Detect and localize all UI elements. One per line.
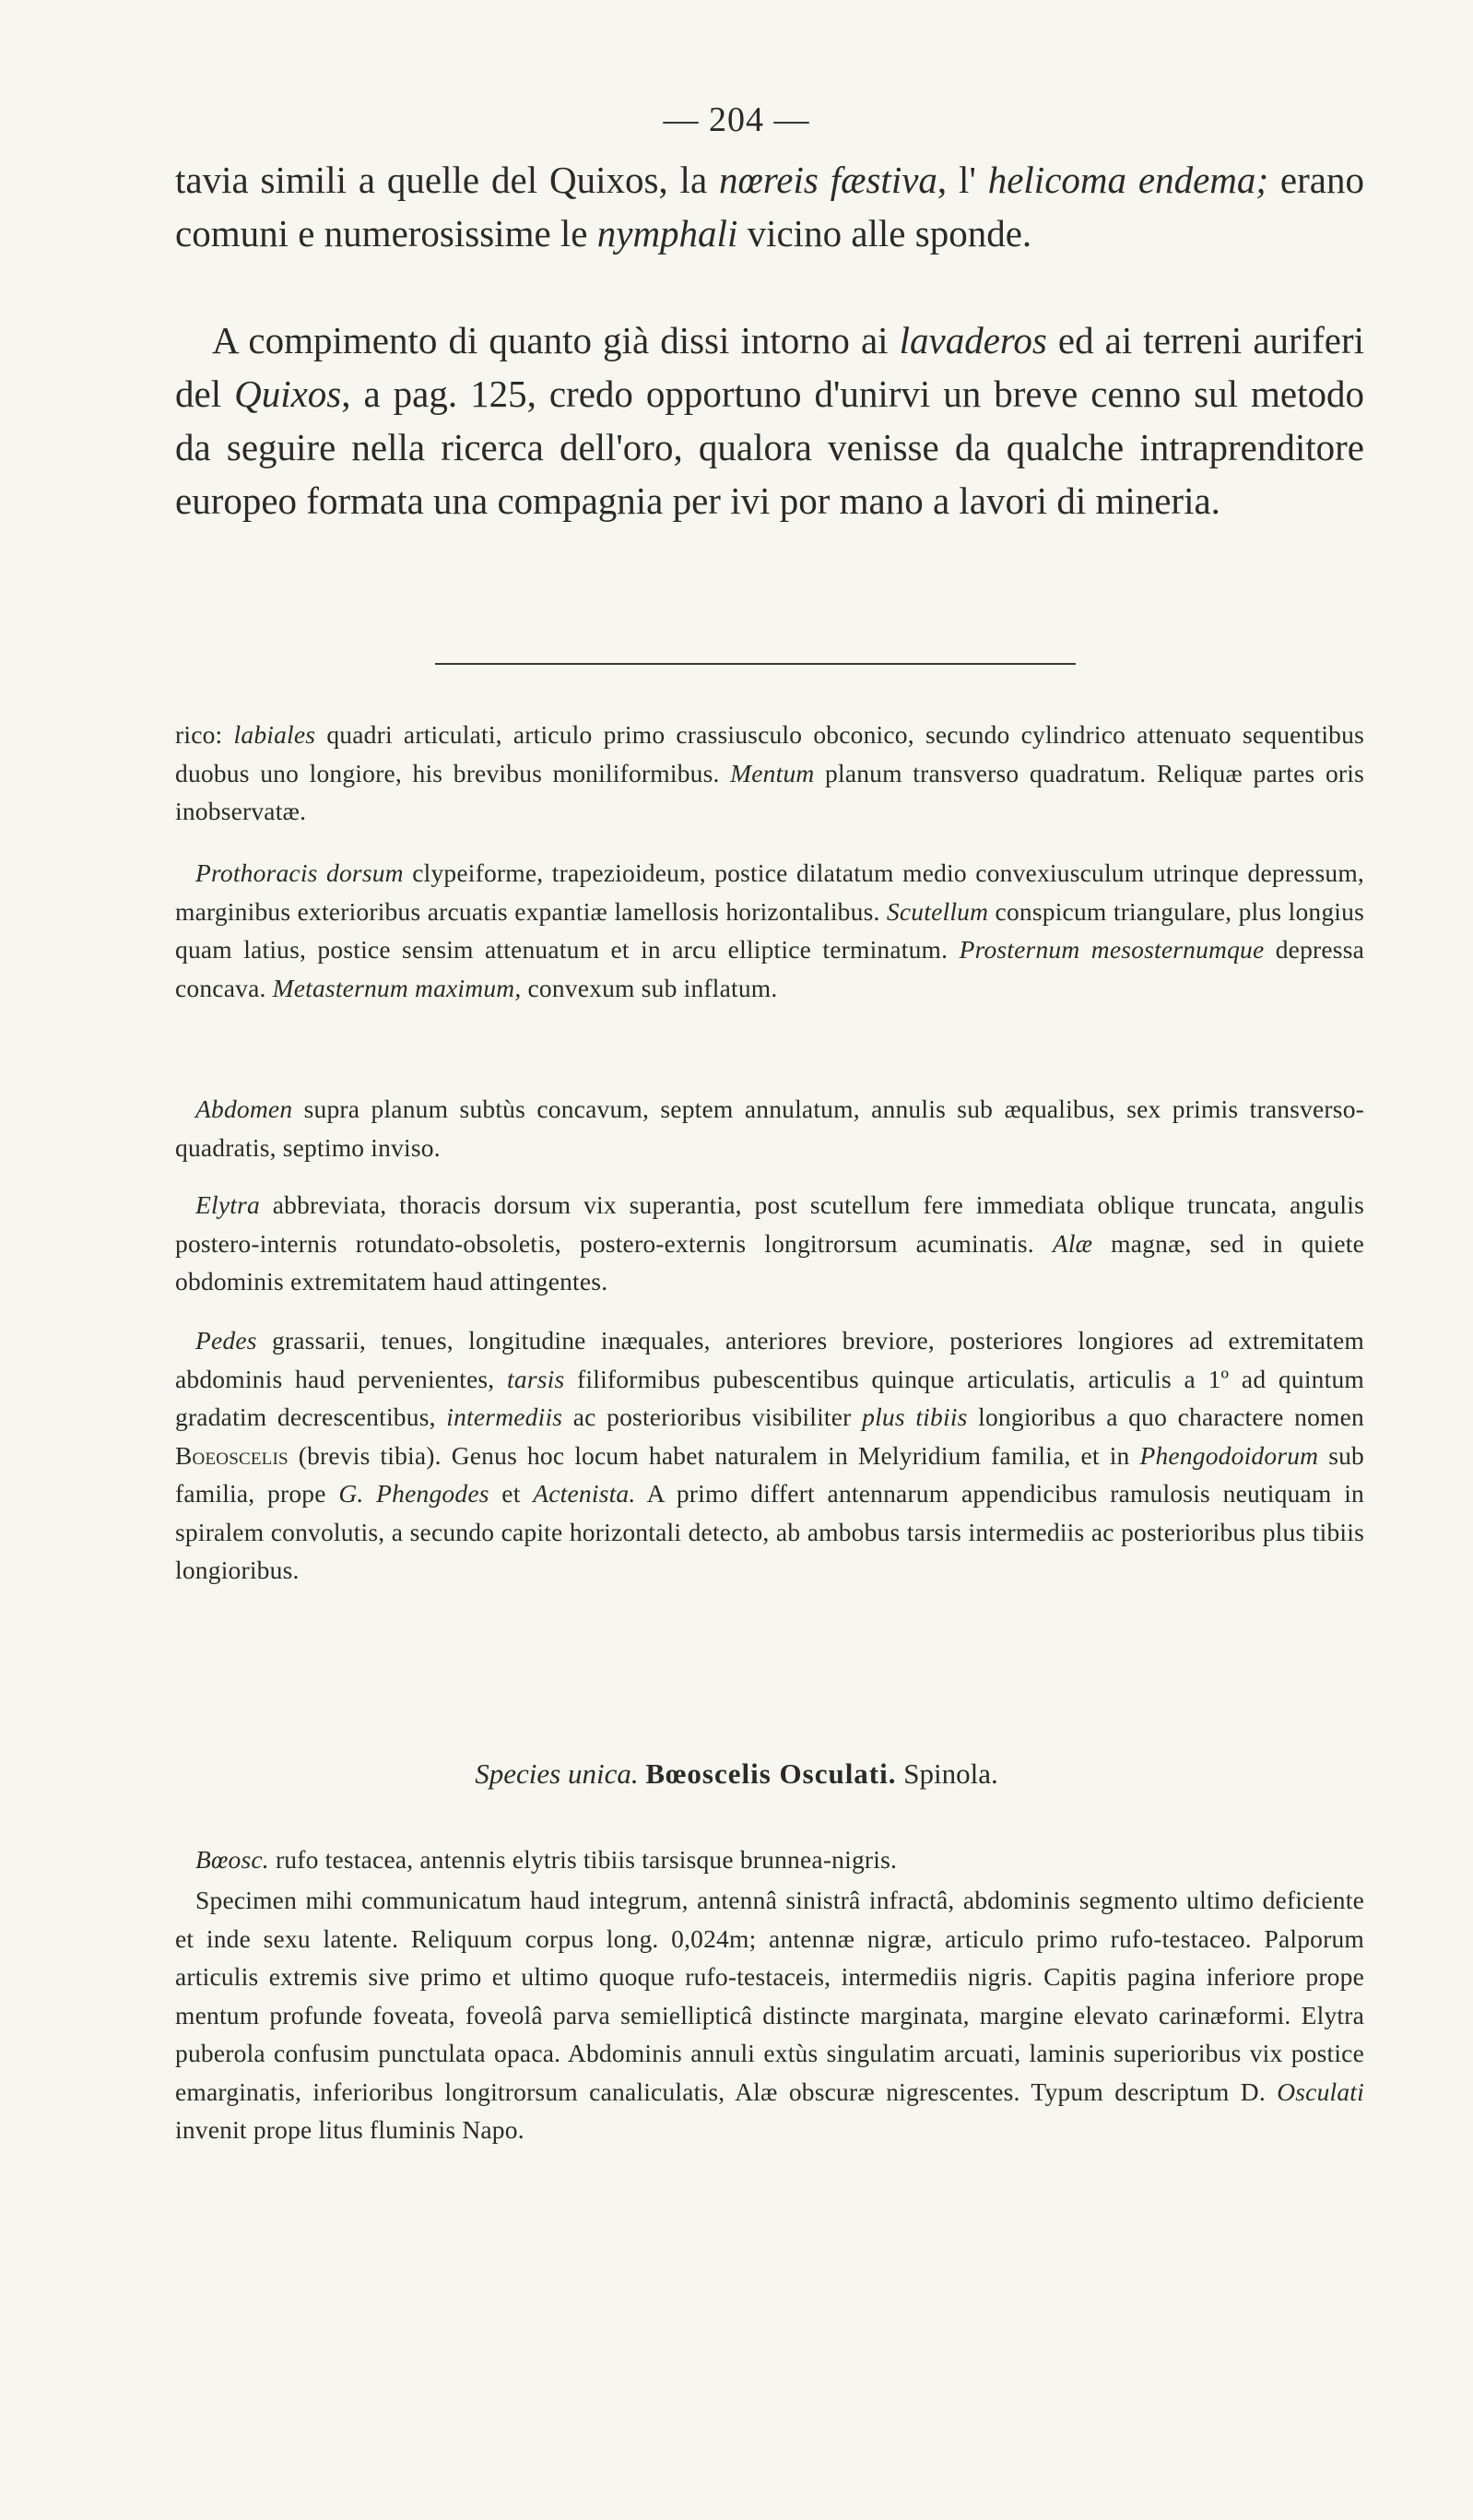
note-paragraph-abdomen: Abdomen supra planum subtùs concavum, septem annulatum, annulis sub æqualibus, sex primis transverso-quadratis, septimo inviso. — [175, 1094, 1364, 1162]
note-paragraph-elytra: Elytra abbreviata, thoracis dorsum vix superantia, post scutellum fere immediata oblique truncata, angulis postero-internis rotundato-obsoletis, postero-externis longitrorsum acuminatis. Alæ magnæ, sed in quiete obdominis extremitatem haud attingentes. — [175, 1190, 1364, 1295]
species-heading — [0, 1757, 1473, 1791]
body-paragraph-1: tavia simili a quelle del Quixos, la nœreis fæstiva, l' helicoma endema; erano comuni e numerosissime le nymphali vicino alle sponde. — [175, 159, 1364, 254]
species-author: Spinola. — [903, 1757, 998, 1790]
note-paragraph-description: Specimen mihi communicatum haud integrum, antennâ sinistrâ infractâ, abdominis segmento ultimo deficiente et inde sexu latente. Reliquum corpus long. 0,024m; antennæ nigræ, articulo primo rufo-testaceo. Palporum articulis extremis sive primo et ultimo quoque rufo-testaceis, intermediis nigris. Capitis pagina inferiore prope mentum profunde foveata, foveolâ parva semiellipticâ distincte marginata, margine elevato carinæformi. Elytra puberola confusim punctulata opaca. Abdominis annuli extùs singulatim arcuati, laminis superioribus vix postice emarginatis, inferioribus longitrorsum canaliculatis, Alæ obscuræ nigrescentes. Typum descriptum D. Osculati invenit prope litus fluminis Napo. — [175, 1886, 1364, 2144]
note-paragraph-prothorax: Prothoracis dorsum clypeiforme, trapezioideum, postice dilatatum medio convexiusculum utrinque depressum, marginibus exterioribus arcuatis expantiæ lamellosis horizontalibus. Scutellum conspicum triangulare, plus longius quam latius, postice sensim attenuatum et in arcu elliptice terminatum. Prosternum mesosternumque depressa concava. Metasternum maximum, convexum sub inflatum. — [175, 858, 1365, 1002]
note-paragraph-diagnosis: Bœosc. rufo testacea, antennis elytris tibiis tarsisque brunnea-nigris. — [195, 1845, 898, 1874]
species-label: Species unica. — [475, 1757, 639, 1790]
page-number: — 204 — — [663, 101, 810, 139]
species-name: Bœoscelis Osculati. — [645, 1757, 897, 1790]
section-divider — [435, 663, 1076, 665]
note-paragraph-labiales: rico: labiales quadri articulati, articulo primo crassiusculo obconico, secundo cylindrico attenuato sequentibus duobus uno longiore, his brevibus moniliformibus. Mentum planum transverso quadratum. Reliquæ partes oris inobservatæ. — [175, 720, 1364, 825]
body-paragraph-2: A compimento di quanto già dissi intorno ai lavaderos ed ai terreni auriferi del Quixos, a pag. 125, credo opportuno d'unirvi un breve cenno sul metodo da seguire nella ricerca dell'oro, qualora venisse da qualche intraprenditore europeo formata una compagnia per ivi por mano a lavori di mineria. — [175, 319, 1364, 522]
note-paragraph-pedes: Pedes grassarii, tenues, longitudine inæquales, anteriores breviore, posteriores longiores ad extremitatem abdominis haud pervenientes, tarsis filiformibus pubescentibus quinque articulatis, articulis a 1º ad quintum gradatim decrescentibus, intermediis ac posterioribus visibiliter plus tibiis longioribus a quo charactere nomen Boeoscelis (brevis tibia). Genus hoc locum habet naturalem in Melyridium familia, et in Phengodoidorum sub familia, prope G. Phengodes et Actenista. A primo differt antennarum appendicibus ramulosis neutiquam in spiralem convolutis, a secundo capite horizontali detecto, ab ambobus tarsis intermediis ac posterioribus plus tibiis longioribus. — [175, 1326, 1364, 1584]
